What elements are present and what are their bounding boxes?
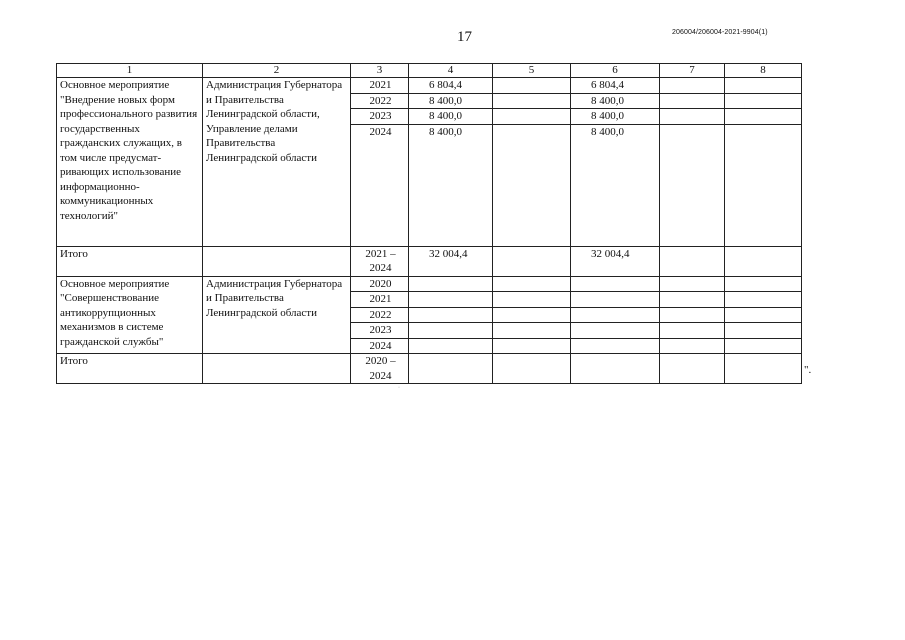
year-cell: 2023: [351, 109, 409, 125]
total-row: [57, 354, 802, 384]
value-cell-col8: [725, 354, 802, 384]
value-cell-col6: [571, 338, 660, 354]
value-cell-col6: 8 400,0: [571, 124, 660, 246]
value-cell-col4: 6 804,4: [409, 78, 493, 94]
value-cell-col8: [725, 78, 802, 94]
activity-name-cell: Основное мероприятие "Совершенствование антикоррупционных механизмов в системе гражданской службы": [57, 276, 203, 354]
value-cell-col7: [660, 93, 725, 109]
value-cell-col5: [493, 276, 571, 292]
value-cell-col4: 8 400,0: [409, 109, 493, 125]
value-cell-col7: [660, 354, 725, 384]
value-cell-col7: [660, 292, 725, 308]
value-cell-col6: [571, 292, 660, 308]
value-cell-col4: [409, 292, 493, 308]
value-cell-col6: [571, 354, 660, 384]
value-cell-col5: [493, 292, 571, 308]
year-range-cell: 2021 – 2024: [351, 246, 409, 276]
value-cell-col7: [660, 307, 725, 323]
value-cell-col5: [493, 78, 571, 94]
value-cell-col6: 32 004,4: [571, 246, 660, 276]
value-cell-col4: [409, 338, 493, 354]
value-cell-col4: 8 400,0: [409, 93, 493, 109]
value-cell-col5: [493, 354, 571, 384]
value-cell-col7: [660, 338, 725, 354]
year-cell: 2021: [351, 292, 409, 308]
value-cell-col4: [409, 323, 493, 339]
value-cell-col5: [493, 246, 571, 276]
value-cell-col4: [409, 307, 493, 323]
executor-cell: [203, 354, 351, 384]
closing-quote-mark: ".: [804, 364, 812, 376]
value-cell-col7: [660, 276, 725, 292]
column-header: 3: [351, 64, 409, 78]
value-cell-col8: [725, 338, 802, 354]
value-cell-col4: [409, 354, 493, 384]
stray-mark: ·: [398, 385, 400, 391]
value-cell-col8: [725, 109, 802, 125]
value-cell-col5: [493, 124, 571, 246]
value-cell-col7: [660, 323, 725, 339]
year-range-cell: 2020 – 2024: [351, 354, 409, 384]
total-label: Итого: [57, 354, 203, 384]
value-cell-col8: [725, 307, 802, 323]
value-cell-col8: [725, 93, 802, 109]
value-cell-col4: 32 004,4: [409, 246, 493, 276]
column-header: 5: [493, 64, 571, 78]
column-header: 6: [571, 64, 660, 78]
value-cell-col6: [571, 276, 660, 292]
executor-cell: [203, 246, 351, 276]
value-cell-col7: [660, 109, 725, 125]
year-cell: 2023: [351, 323, 409, 339]
value-cell-col6: 8 400,0: [571, 109, 660, 125]
year-cell: 2020: [351, 276, 409, 292]
value-cell-col5: [493, 109, 571, 125]
activity-name-cell: Основное мероприятие "Внедрение новых форм профессионального развития государственных гражданских служащих, в том числе предусмат-ривающих использование информационно-коммуникационных технологий": [57, 78, 203, 247]
document-code: 206004/206004-2021-9904(1): [672, 29, 768, 36]
value-cell-col6: [571, 323, 660, 339]
total-label: Итого: [57, 246, 203, 276]
executor-cell: Администрация Губернатора и Правительства Ленинградской области, Управление делами Правительства Ленинградской области: [203, 78, 351, 247]
table-row: [57, 78, 802, 94]
column-header: 4: [409, 64, 493, 78]
column-number-row: [57, 64, 802, 78]
value-cell-col5: [493, 338, 571, 354]
executor-cell: Администрация Губернатора и Правительства Ленинградской области: [203, 276, 351, 354]
column-header: 7: [660, 64, 725, 78]
value-cell-col8: [725, 323, 802, 339]
value-cell-col7: [660, 246, 725, 276]
value-cell-col4: 8 400,0: [409, 124, 493, 246]
year-cell: 2024: [351, 124, 409, 246]
value-cell-col6: [571, 307, 660, 323]
value-cell-col5: [493, 93, 571, 109]
column-header: 2: [203, 64, 351, 78]
value-cell-col8: [725, 276, 802, 292]
column-header: 1: [57, 64, 203, 78]
year-cell: 2024: [351, 338, 409, 354]
value-cell-col6: 6 804,4: [571, 78, 660, 94]
year-cell: 2022: [351, 307, 409, 323]
year-cell: 2021: [351, 78, 409, 94]
value-cell-col4: [409, 276, 493, 292]
value-cell-col8: [725, 246, 802, 276]
page-number: 17: [457, 29, 472, 45]
value-cell-col5: [493, 307, 571, 323]
value-cell-col7: [660, 124, 725, 246]
total-row: [57, 246, 802, 276]
column-header: 8: [725, 64, 802, 78]
funding-table: [56, 63, 802, 384]
value-cell-col5: [493, 323, 571, 339]
table-row: [57, 276, 802, 292]
year-cell: 2022: [351, 93, 409, 109]
value-cell-col6: 8 400,0: [571, 93, 660, 109]
value-cell-col8: [725, 124, 802, 246]
value-cell-col7: [660, 78, 725, 94]
value-cell-col8: [725, 292, 802, 308]
